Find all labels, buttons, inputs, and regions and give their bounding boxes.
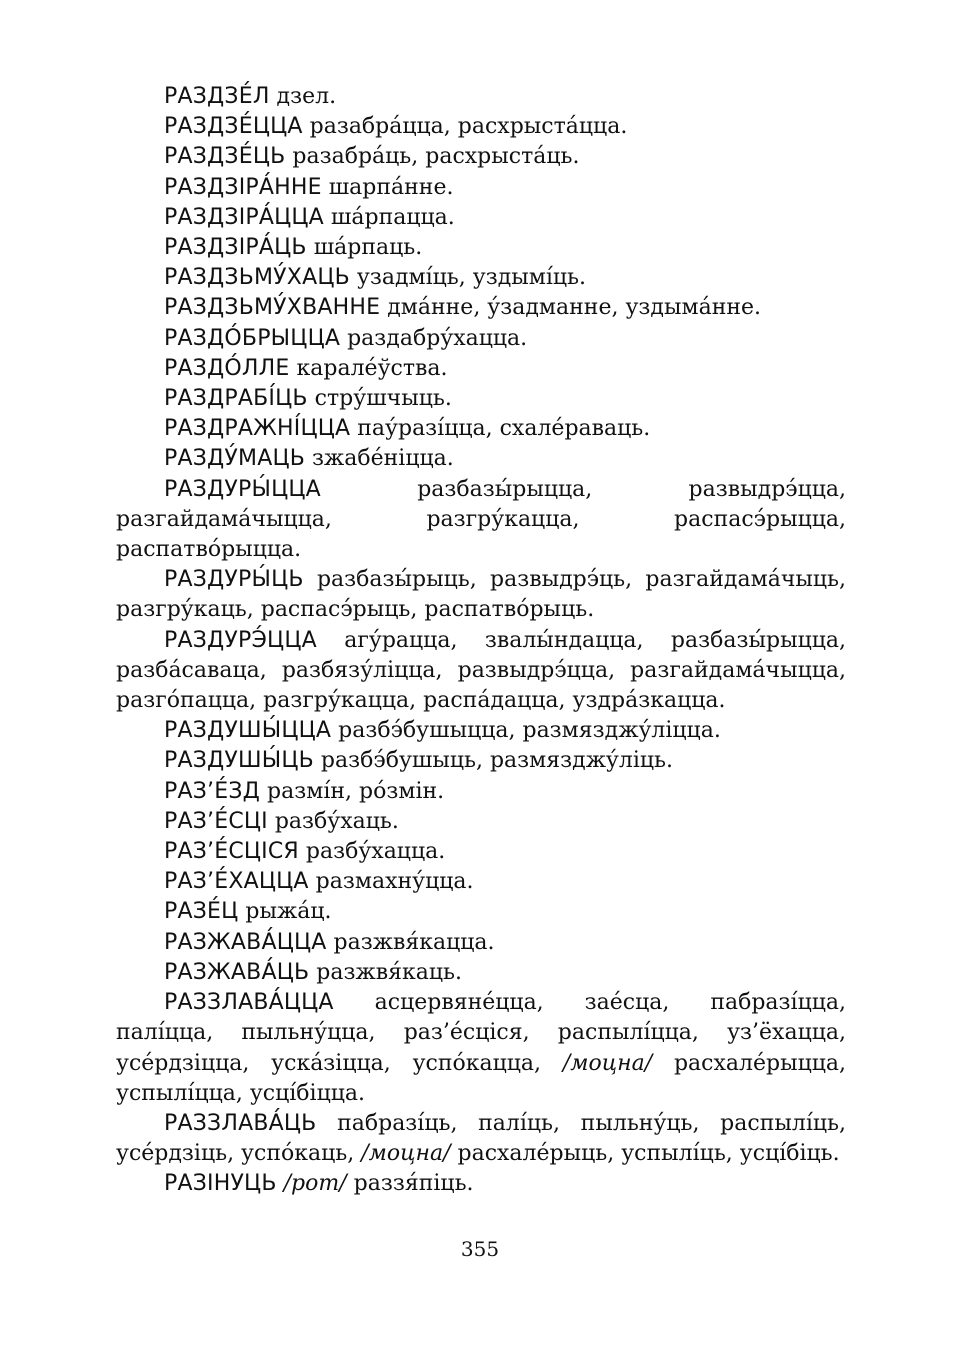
entry-14 <box>116 565 846 625</box>
headword: РАЗЖАВА́ЦЦА <box>164 929 327 955</box>
definition: узадмі́ць, уздымі́ць. <box>349 265 587 291</box>
definition: карале́ўства. <box>289 355 448 381</box>
entry-22 <box>116 897 846 927</box>
definition: дма́нне, у́задманне, уздыма́нне. <box>380 295 762 321</box>
definition <box>277 1171 284 1196</box>
entry-10 <box>116 384 846 414</box>
headword: РАЗДРАБІ́ЦЬ <box>164 386 308 412</box>
definition: разабра́цца, расхрыста́цца. <box>302 114 628 140</box>
entry-7 <box>116 293 846 323</box>
dictionary-column <box>116 82 846 1200</box>
headword: РАЗДЗЬМУ́ХАЦЬ <box>164 265 350 291</box>
entry-6 <box>116 263 846 293</box>
entry-23 <box>116 928 846 958</box>
definition: стру́шчыць. <box>307 386 452 412</box>
headword: РАЗІНУЦЬ <box>164 1171 277 1197</box>
headword: РАЗДУРЫ́ЦЦА <box>164 476 321 502</box>
entry-11 <box>116 414 846 444</box>
entry-25 <box>116 988 846 1109</box>
headword: РАЗ’Е́СЦІ <box>164 808 268 834</box>
headword: РАЗДУШЫ́ЦЬ <box>164 748 314 774</box>
definition: разбу́хацца. <box>298 839 446 865</box>
definition: шарпа́нне. <box>321 174 454 200</box>
headword: РАЗЕ́Ц <box>164 899 239 925</box>
headword: РАЗДО́БРЫЦЦА <box>164 325 341 351</box>
headword: РАЗДУШЫ́ЦЦА <box>164 718 332 744</box>
definition-continued: раззя́піць. <box>346 1171 474 1197</box>
headword: РАЗДЗЕ́ЦЬ <box>164 144 286 170</box>
headword: РАЗДЗІРА́ННЕ <box>164 174 322 200</box>
entry-5 <box>116 233 846 263</box>
entry-15 <box>116 626 846 717</box>
entry-20 <box>116 837 846 867</box>
entry-19 <box>116 807 846 837</box>
headword: РАЗЗЛАВА́ЦЬ <box>164 1110 317 1136</box>
entry-24 <box>116 958 846 988</box>
headword: РАЗЗЛАВА́ЦЦА <box>164 990 334 1016</box>
entry-4 <box>116 203 846 233</box>
entry-16 <box>116 716 846 746</box>
entry-9 <box>116 354 846 384</box>
definition-continued: расхале́рыцца, успылі́цца, усці́біцца. <box>116 1050 847 1106</box>
headword: РАЗДО́ЛЛЕ <box>164 355 290 381</box>
headword: РАЗДЗЕ́ЦЦА <box>164 114 303 140</box>
definition: пау́разі́цца, схале́раваць. <box>350 416 651 442</box>
entry-26 <box>116 1109 846 1169</box>
definition: разжвя́каць. <box>309 959 462 985</box>
headword: РАЗДЗЬМУ́ХВАННЕ <box>164 295 381 321</box>
entry-8 <box>116 324 846 354</box>
headword: РАЗДЗІРА́ЦЬ <box>164 235 307 261</box>
headword: РАЗ’Е́СЦІСЯ <box>164 839 299 865</box>
definition: раздабру́хацца. <box>340 325 528 351</box>
definition: дзел. <box>269 84 337 109</box>
page-number: 355 <box>460 1237 500 1261</box>
headword: РАЗДУРЫ́ЦЬ <box>164 567 304 593</box>
entry-3 <box>116 173 846 203</box>
usage-note: /моцна/ <box>361 1141 451 1167</box>
headword: РАЗ’Е́ЗД <box>164 778 261 804</box>
definition: размі́н, ро́змін. <box>260 778 445 804</box>
definition: разбу́хаць. <box>267 808 399 834</box>
definition: рыжа́ц. <box>238 899 332 925</box>
definition: размахну́цца. <box>308 869 474 895</box>
definition: агу́рацца, звалы́ндацца, разбазы́рыцца, разба́саваца, разбязу́ліцца, развыдрэ́цца, разгайдама́чыцца, разго́пацца, разгру́кацца, распа́дацца, уздра́зкацца. <box>116 627 846 714</box>
entry-21 <box>116 867 846 897</box>
definition: разбэ́бушыць, размязджу́ліць. <box>313 748 674 774</box>
headword: РАЗДУРЭ́ЦЦА <box>164 627 317 653</box>
definition: разбазы́рыцца, развыдрэ́цца, разгайдама́чыцца, разгру́кацца, распасэ́рыцца, распатво́рыцца. <box>116 476 846 563</box>
definition-continued: расхале́рыць, успылі́ць, усці́біць. <box>450 1141 840 1167</box>
headword: РАЗДЗІРА́ЦЦА <box>164 204 324 230</box>
entry-13 <box>116 475 846 566</box>
definition: разабра́ць, расхрыста́ць. <box>285 144 580 170</box>
definition: асцервяне́цца, зае́сца, пабразі́цца, палі́цца, пыльну́цца, раз’е́сціся, распылі́цца, уз’ёхацца, усе́рдзіцца, уска́зіцца, успо́кацца, <box>116 990 846 1076</box>
entry-27 <box>116 1169 846 1199</box>
entry-0 <box>116 82 846 112</box>
headword: РАЗ’Е́ХАЦЦА <box>164 869 309 895</box>
headword: РАЗЖАВА́ЦЬ <box>164 959 310 985</box>
entry-12 <box>116 444 846 474</box>
definition: ша́рпацца. <box>323 204 455 230</box>
definition: зжабе́ніцца. <box>305 446 454 472</box>
definition: пабразі́ць, палі́ць, пыльну́ць, распылі́ць, усе́рдзіць, успо́каць, <box>116 1110 846 1167</box>
definition: ша́рпаць. <box>306 235 423 261</box>
usage-note: /рот/ <box>283 1171 347 1197</box>
entry-18 <box>116 777 846 807</box>
headword: РАЗДУ́МАЦЬ <box>164 446 306 472</box>
definition: разжвя́кацца. <box>326 929 495 955</box>
usage-note: /моцна/ <box>562 1050 653 1076</box>
entry-1 <box>116 112 846 142</box>
headword: РАЗДЗЕ́Л <box>164 84 270 109</box>
entry-2 <box>116 142 846 172</box>
entry-17 <box>116 746 846 776</box>
definition: разбэ́бушыцца, размязджу́ліцца. <box>331 718 721 744</box>
definition: разбазы́рыць, развыдрэ́ць, разгайдама́чыць, разгру́каць, распасэ́рыць, распатво́рыць. <box>116 567 846 623</box>
headword: РАЗДРАЖНІ́ЦЦА <box>164 416 351 442</box>
